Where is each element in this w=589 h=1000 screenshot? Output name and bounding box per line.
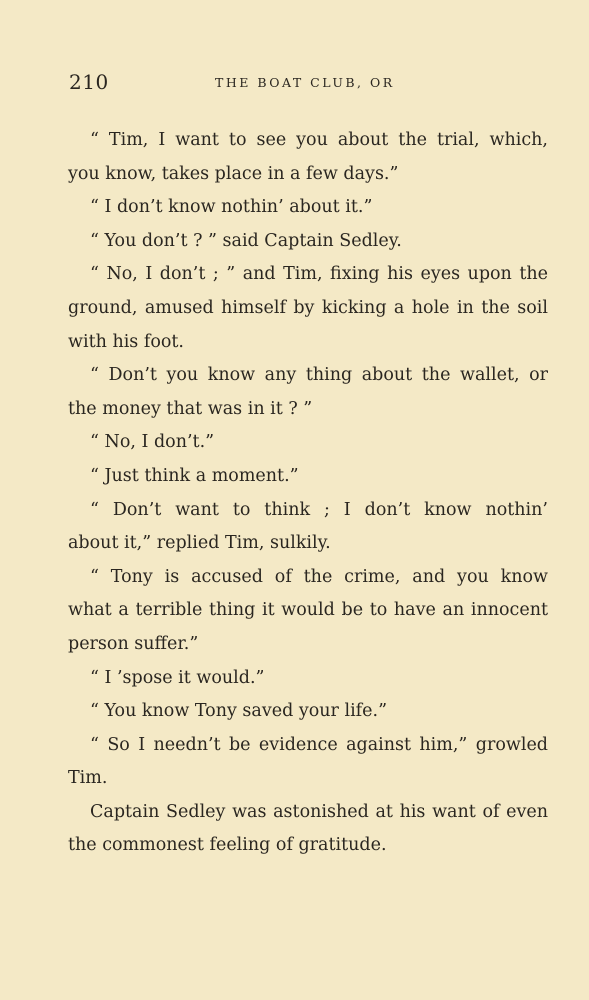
text-line: “ Don’t you know any thing about the wallet, or xyxy=(90,365,548,386)
text-line: “ You know Tony saved your life.” xyxy=(90,701,388,722)
text-line: with his foot. xyxy=(68,331,184,352)
text-line: what a terrible thing it would be to have an innocent xyxy=(68,600,548,621)
body-text xyxy=(68,124,548,863)
text-line: ground, amused himself by kicking a hole in the soil xyxy=(68,297,548,318)
text-line: the money that was in it ? ” xyxy=(68,398,313,419)
text-line: “ You don’t ? ” said Captain Sedley. xyxy=(90,230,402,251)
text-line: person suffer.” xyxy=(68,633,199,654)
text-line: “ So I needn’t be evidence against him,” growled xyxy=(90,734,548,755)
text-line: “ I ’spose it would.” xyxy=(90,667,265,688)
text-line: “ No, I don’t ; ” and Tim, fixing his eyes upon the xyxy=(90,264,548,285)
page-number: 210 xyxy=(69,70,109,94)
text-line: the commonest feeling of gratitude. xyxy=(68,835,387,856)
text-line: Captain Sedley was astonished at his want of even xyxy=(90,801,548,822)
running-title: THE BOAT CLUB, OR xyxy=(215,75,395,90)
text-line: Tim. xyxy=(68,768,108,789)
text-line: “ Tim, I want to see you about the trial, which, xyxy=(90,130,548,150)
text-line: “ No, I don’t.” xyxy=(90,432,215,453)
text-line: you know, takes place in a few days.” xyxy=(68,163,399,184)
running-head xyxy=(69,70,549,98)
text-line: “ Tony is accused of the crime, and you know xyxy=(90,566,548,587)
text-line: “ I don’t know nothin’ about it.” xyxy=(90,197,373,218)
text-line: “ Just think a moment.” xyxy=(90,465,299,486)
text-line: “ Don’t want to think ; I don’t know nothin’ xyxy=(90,499,548,520)
text-line: about it,” replied Tim, sulkily. xyxy=(68,533,331,554)
